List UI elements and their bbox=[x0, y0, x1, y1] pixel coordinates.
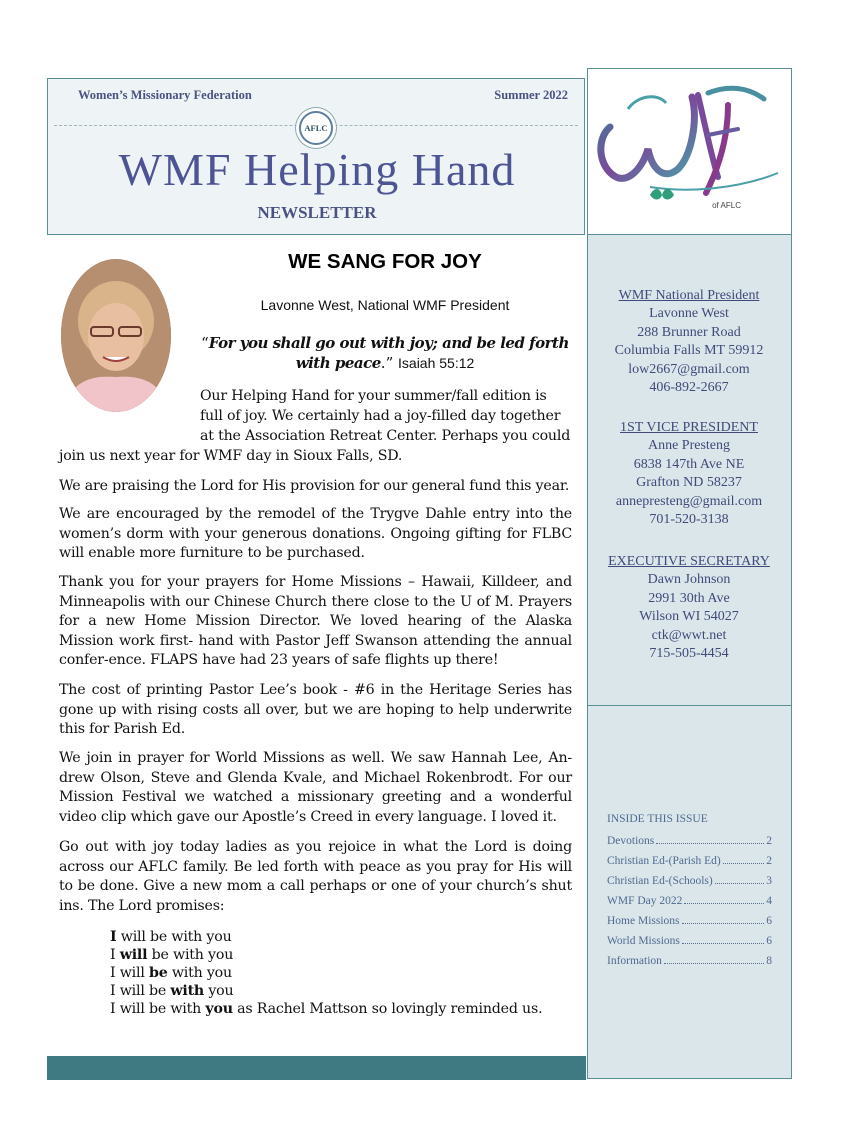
contact-line: Wilson WI 54027 bbox=[639, 609, 739, 625]
footer-bar bbox=[47, 1056, 586, 1080]
newsletter-subtitle: NEWSLETTER bbox=[257, 203, 377, 222]
contact-title: 1ST VICE PRESIDENT bbox=[620, 420, 758, 435]
contact-line: Lavonne West bbox=[649, 306, 729, 322]
paragraph: The cost of printing Pastor Lee’s book - #6 in the Heritage Series has gone up with rising costs all over, but we are hoping to help underwrite this for Parish Ed. bbox=[59, 682, 572, 738]
aflc-seal-icon: AFLC bbox=[299, 111, 333, 145]
wmf-logo-icon bbox=[588, 69, 790, 233]
toc-item[interactable]: Home Missions 6 bbox=[607, 915, 772, 927]
contact-vice-president bbox=[588, 419, 790, 529]
toc-title: INSIDE THIS ISSUE bbox=[607, 813, 708, 825]
contact-secretary bbox=[588, 553, 790, 663]
contact-phone: 701-520-3138 bbox=[649, 512, 729, 528]
masthead bbox=[47, 78, 585, 235]
contact-line: Anne Presteng bbox=[647, 438, 731, 454]
contact-line: 288 Brunner Road bbox=[637, 324, 741, 340]
article-byline: Lavonne West, National WMF President bbox=[260, 297, 510, 313]
contact-line: 6838 147th Ave NE bbox=[633, 456, 745, 472]
paragraph: Go out with joy today ladies as you rejoice in what the Lord is doing across our AFLC family. Be led forth with peace as you pray for His will to be done. Give a new mom a call perhaps or one of your church’s shut ins. The Lord promises: bbox=[59, 839, 572, 914]
newsletter-title: WMF Helping Hand bbox=[118, 144, 516, 195]
organization-name: Women’s Missionary Federation bbox=[78, 88, 252, 102]
contact-president bbox=[588, 287, 790, 397]
paragraph: Thank you for your prayers for Home Missions – Hawaii, Killdeer, and Minneapolis with our Chinese Church there close to the U of M. Prayers for a new Home Mission Director. We loved hearing of the Alaska Mission work first- hand with Pastor Jeff Swanson attending the annual confer-ence. FLAPS have had 23 years of safe flights up there! bbox=[59, 574, 572, 669]
contact-line: 2991 30th Ave bbox=[648, 590, 730, 606]
toc-item[interactable]: Christian Ed-(Parish Ed) 2 bbox=[607, 855, 772, 867]
paragraph: We join in prayer for World Missions as well. We saw Hannah Lee, An-drew Olson, Steve and Glenda Kvale, and Michael Rokenbrodt. For our Mission Festival we watched a missionary greeting and a wonderful video clip which gave our Apostle’s Creed in every language. I loved it. bbox=[59, 750, 572, 825]
issue-date: Summer 2022 bbox=[494, 88, 568, 102]
promise-line: I will be with you bbox=[110, 983, 234, 999]
paragraph-line: at the Association Retreat Center. Perhaps you could bbox=[200, 428, 571, 444]
toc-item[interactable]: WMF Day 2022 4 bbox=[607, 895, 772, 907]
contact-line: Columbia Falls MT 59912 bbox=[614, 343, 764, 359]
contact-phone: 406-892-2667 bbox=[649, 380, 729, 396]
logo-caption: of AFLC bbox=[712, 201, 741, 210]
contact-title: EXECUTIVE SECRETARY bbox=[608, 554, 770, 569]
contact-email: ctk@wwt.net bbox=[651, 627, 727, 643]
promise-line: I will be with you bbox=[110, 965, 232, 981]
scripture-reference: Isaiah 55:12 bbox=[398, 355, 475, 371]
toc-item[interactable]: World Missions 6 bbox=[607, 935, 772, 947]
contact-email: annepresteng@gmail.com bbox=[615, 493, 763, 509]
paragraph-line: full of joy. We certainly had a joy-filled day together bbox=[200, 408, 561, 424]
paragraph-line: join us next year for WMF day in Sioux Falls, SD. bbox=[59, 448, 403, 464]
sidebar bbox=[587, 234, 792, 1079]
toc-item[interactable]: Christian Ed-(Schools) 3 bbox=[607, 875, 772, 887]
paragraph: We are encouraged by the remodel of the Trygve Dahle entry into the women’s dorm with your generous donations. Ongoing gifting for FLBC will enable more furniture to be purchased. bbox=[59, 506, 572, 562]
toc-item[interactable]: Devotions 2 bbox=[607, 835, 772, 847]
article-headline: WE SANG FOR JOY bbox=[288, 250, 482, 273]
paragraph-line: Our Helping Hand for your summer/fall edition is bbox=[200, 388, 547, 404]
toc-item[interactable]: Information 8 bbox=[607, 955, 772, 967]
contact-line: Grafton ND 58237 bbox=[636, 475, 742, 491]
contact-email: low2667@gmail.com bbox=[628, 361, 750, 377]
contact-title: WMF National President bbox=[618, 288, 760, 303]
wmf-logo bbox=[587, 68, 792, 235]
paragraph: We are praising the Lord for His provision for our general fund this year. bbox=[59, 478, 570, 494]
scripture-quote: “For you shall go out with joy; and be led forth with peace.” Isaiah 55:12 bbox=[201, 334, 569, 372]
contact-line: Dawn Johnson bbox=[647, 572, 731, 588]
contact-phone: 715-505-4454 bbox=[649, 646, 729, 662]
author-photo bbox=[61, 259, 171, 412]
promise-line: I will be with you bbox=[110, 929, 232, 945]
table-of-contents bbox=[607, 813, 772, 975]
promise-line: I will be with you as Rachel Mattson so lovingly reminded us. bbox=[110, 1001, 543, 1017]
promise-line: I will be with you bbox=[110, 947, 234, 963]
sidebar-divider bbox=[588, 705, 791, 706]
